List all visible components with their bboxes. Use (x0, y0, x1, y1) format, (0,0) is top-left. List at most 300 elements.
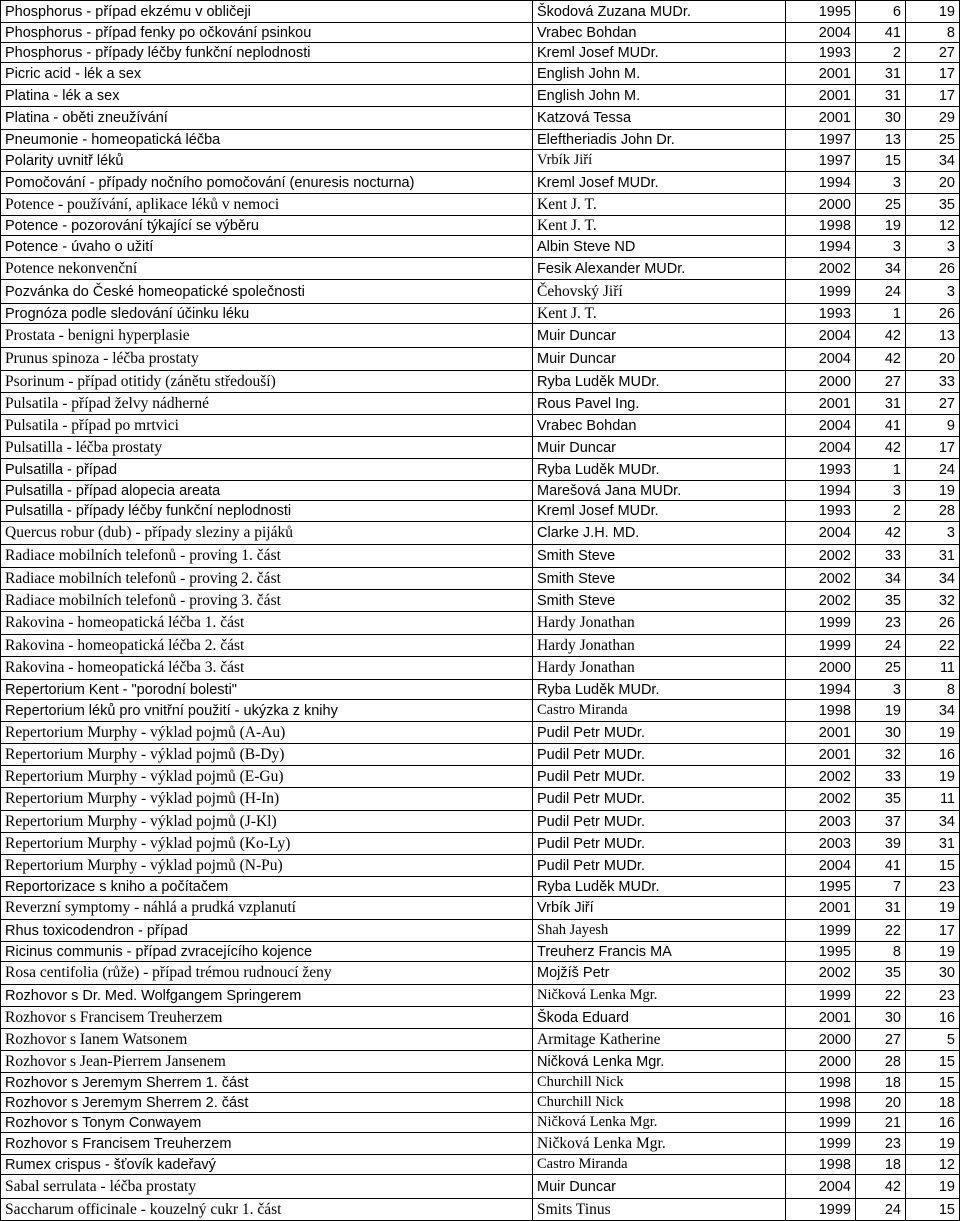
year-cell: 1997 (786, 150, 856, 172)
year-cell: 1994 (786, 172, 856, 194)
page-cell: 33 (906, 371, 960, 393)
year-cell: 1999 (786, 612, 856, 635)
year-cell: 1995 (786, 942, 856, 962)
issue-cell: 28 (856, 1051, 906, 1073)
page-cell: 15 (906, 1073, 960, 1093)
issue-cell: 22 (856, 920, 906, 942)
article-title-cell: Pulsatilla - případy léčby funkční neplodnosti (1, 501, 533, 522)
year-cell: 1998 (786, 1155, 856, 1175)
author-cell: Kent J. T. (533, 194, 786, 216)
year-cell: 2004 (786, 522, 856, 545)
issue-cell: 30 (856, 1007, 906, 1029)
page-cell: 19 (906, 942, 960, 962)
author-cell: Castro Miranda (533, 1155, 786, 1175)
table-row (1, 942, 960, 962)
page-cell: 17 (906, 920, 960, 942)
issue-cell: 13 (856, 130, 906, 150)
table-row (1, 172, 960, 194)
year-cell: 1994 (786, 481, 856, 501)
year-cell: 2001 (786, 107, 856, 130)
year-cell: 2001 (786, 63, 856, 85)
article-title-cell: Sabal serrulata - léčba prostaty (1, 1175, 533, 1199)
article-title-cell: Platina - oběti zneužívání (1, 107, 533, 130)
year-cell: 2004 (786, 23, 856, 43)
year-cell: 2000 (786, 1029, 856, 1051)
page-cell: 16 (906, 1007, 960, 1029)
page-cell: 26 (906, 612, 960, 635)
author-cell: Pudil Petr MUDr. (533, 766, 786, 788)
page-cell: 19 (906, 766, 960, 788)
year-cell: 2002 (786, 766, 856, 788)
author-cell: Škoda Eduard (533, 1007, 786, 1029)
issue-cell: 30 (856, 722, 906, 744)
table-row (1, 522, 960, 545)
author-cell: Kreml Josef MUDr. (533, 43, 786, 63)
author-cell: Albin Steve ND (533, 236, 786, 258)
author-cell: Churchill Nick (533, 1093, 786, 1113)
author-cell: Treuherz Francis MA (533, 942, 786, 962)
page-cell: 17 (906, 85, 960, 107)
author-cell: Ničková Lenka Mgr. (533, 1133, 786, 1155)
table-row (1, 107, 960, 130)
article-title-cell: Pulsatila - případ želvy nádherné (1, 393, 533, 415)
author-cell: Marešová Jana MUDr. (533, 481, 786, 501)
issue-cell: 41 (856, 415, 906, 437)
year-cell: 2002 (786, 545, 856, 568)
page-cell: 24 (906, 459, 960, 481)
table-row (1, 501, 960, 522)
year-cell: 1998 (786, 700, 856, 722)
author-cell: Hardy Jonathan (533, 612, 786, 635)
article-title-cell: Quercus robur (dub) - případy sleziny a pijáků (1, 522, 533, 545)
article-title-cell: Prognóza podle sledování účinku léku (1, 304, 533, 324)
year-cell: 2001 (786, 85, 856, 107)
issue-cell: 39 (856, 833, 906, 855)
author-cell: Pudil Petr MUDr. (533, 855, 786, 877)
author-cell: English John M. (533, 85, 786, 107)
author-cell: Pudil Petr MUDr. (533, 788, 786, 811)
issue-cell: 34 (856, 258, 906, 280)
article-title-cell: Rozhovor s Tonym Conwayem (1, 1113, 533, 1133)
year-cell: 1995 (786, 1, 856, 23)
issue-cell: 31 (856, 897, 906, 920)
page-cell: 19 (906, 722, 960, 744)
table-row (1, 877, 960, 897)
table-row (1, 194, 960, 216)
page-cell: 18 (906, 1093, 960, 1113)
page-cell: 12 (906, 1155, 960, 1175)
author-cell: Vrabec Bohdan (533, 23, 786, 43)
table-row (1, 415, 960, 437)
article-title-cell: Pulsatilla - případ (1, 459, 533, 481)
article-title-cell: Radiace mobilních telefonů - proving 1. část (1, 545, 533, 568)
page-cell: 11 (906, 788, 960, 811)
issue-cell: 42 (856, 1175, 906, 1199)
year-cell: 2002 (786, 788, 856, 811)
issue-cell: 30 (856, 107, 906, 130)
page-cell: 19 (906, 897, 960, 920)
author-cell: Smith Steve (533, 568, 786, 590)
page-cell: 28 (906, 501, 960, 522)
author-cell: Kent J. T. (533, 304, 786, 324)
issue-cell: 19 (856, 216, 906, 236)
article-title-cell: Potence - používání, aplikace léků v nemoci (1, 194, 533, 216)
author-cell: Rous Pavel Ing. (533, 393, 786, 415)
issue-cell: 31 (856, 85, 906, 107)
author-cell: Ryba Luděk MUDr. (533, 680, 786, 700)
year-cell: 2002 (786, 568, 856, 590)
table-row (1, 1175, 960, 1199)
issue-cell: 24 (856, 1199, 906, 1221)
page-cell: 3 (906, 280, 960, 304)
article-title-cell: Rozhovor s Francisem Treuherzem (1, 1007, 533, 1029)
author-cell: Pudil Petr MUDr. (533, 722, 786, 744)
article-title-cell: Rozhovor s Jeremym Sherrem 2. část (1, 1093, 533, 1113)
table-row (1, 150, 960, 172)
year-cell: 2004 (786, 324, 856, 348)
author-cell: Ničková Lenka Mgr. (533, 1051, 786, 1073)
year-cell: 1999 (786, 280, 856, 304)
page-cell: 31 (906, 833, 960, 855)
page-cell: 19 (906, 1175, 960, 1199)
article-title-cell: Rakovina - homeopatická léčba 2. část (1, 635, 533, 657)
table-row (1, 258, 960, 280)
article-title-cell: Pulsatilla - léčba prostaty (1, 437, 533, 459)
table-row (1, 371, 960, 393)
article-title-cell: Phosphorus - případy léčby funkční neplodnosti (1, 43, 533, 63)
article-title-cell: Rozhovor s Ianem Watsonem (1, 1029, 533, 1051)
author-cell: Ryba Luděk MUDr. (533, 371, 786, 393)
page-cell: 19 (906, 1133, 960, 1155)
year-cell: 2004 (786, 348, 856, 371)
page-cell: 29 (906, 107, 960, 130)
table-row (1, 43, 960, 63)
issue-cell: 2 (856, 43, 906, 63)
author-cell: Eleftheriadis John Dr. (533, 130, 786, 150)
author-cell: Vrbík Jiří (533, 150, 786, 172)
table-row (1, 324, 960, 348)
page-cell: 20 (906, 172, 960, 194)
issue-cell: 6 (856, 1, 906, 23)
page-cell: 17 (906, 437, 960, 459)
page-cell: 27 (906, 393, 960, 415)
table-row (1, 1073, 960, 1093)
table-row (1, 897, 960, 920)
page-cell: 34 (906, 811, 960, 833)
author-cell: Čehovský Jiří (533, 280, 786, 304)
issue-cell: 3 (856, 680, 906, 700)
table-row (1, 437, 960, 459)
year-cell: 2003 (786, 811, 856, 833)
issue-cell: 42 (856, 522, 906, 545)
table-row (1, 1007, 960, 1029)
article-title-cell: Pulsatila - případ po mrtvici (1, 415, 533, 437)
table-row (1, 612, 960, 635)
table-row (1, 1199, 960, 1221)
article-title-cell: Rozhovor s Dr. Med. Wolfgangem Springerem (1, 985, 533, 1007)
page-cell: 9 (906, 415, 960, 437)
issue-cell: 24 (856, 635, 906, 657)
table-row (1, 348, 960, 371)
issue-cell: 3 (856, 172, 906, 194)
table-row (1, 833, 960, 855)
issue-cell: 23 (856, 1133, 906, 1155)
table-row (1, 1029, 960, 1051)
table-row (1, 23, 960, 43)
author-cell: Katzová Tessa (533, 107, 786, 130)
author-cell: Pudil Petr MUDr. (533, 833, 786, 855)
page-cell: 25 (906, 130, 960, 150)
author-cell: Škodová Zuzana MUDr. (533, 1, 786, 23)
page-cell: 27 (906, 43, 960, 63)
year-cell: 2002 (786, 258, 856, 280)
issue-cell: 25 (856, 657, 906, 680)
year-cell: 2001 (786, 744, 856, 766)
table-row (1, 85, 960, 107)
article-title-cell: Radiace mobilních telefonů - proving 3. část (1, 590, 533, 612)
page-cell: 23 (906, 985, 960, 1007)
article-title-cell: Phosphorus - případ fenky po očkování psinkou (1, 23, 533, 43)
page-cell: 34 (906, 150, 960, 172)
table-row (1, 236, 960, 258)
article-title-cell: Repertorium Kent - "porodní bolesti" (1, 680, 533, 700)
issue-cell: 32 (856, 744, 906, 766)
author-cell: Muir Duncar (533, 437, 786, 459)
table-row (1, 680, 960, 700)
issue-cell: 42 (856, 324, 906, 348)
author-cell: Pudil Petr MUDr. (533, 811, 786, 833)
table-row (1, 481, 960, 501)
page-cell: 34 (906, 700, 960, 722)
author-cell: Clarke J.H. MD. (533, 522, 786, 545)
issue-cell: 7 (856, 877, 906, 897)
table-row (1, 635, 960, 657)
year-cell: 2004 (786, 437, 856, 459)
year-cell: 1999 (786, 985, 856, 1007)
issue-cell: 34 (856, 568, 906, 590)
page-cell: 15 (906, 855, 960, 877)
year-cell: 2000 (786, 371, 856, 393)
year-cell: 1999 (786, 1133, 856, 1155)
author-cell: Vrbík Jiří (533, 897, 786, 920)
page-cell: 11 (906, 657, 960, 680)
table-row (1, 788, 960, 811)
year-cell: 2001 (786, 897, 856, 920)
article-title-cell: Potence - úvaho o užití (1, 236, 533, 258)
issue-cell: 24 (856, 280, 906, 304)
author-cell: Smith Steve (533, 590, 786, 612)
page-cell: 26 (906, 304, 960, 324)
author-cell: Smith Steve (533, 545, 786, 568)
table-row (1, 1133, 960, 1155)
issue-cell: 41 (856, 23, 906, 43)
table-row (1, 1113, 960, 1133)
page-cell: 8 (906, 23, 960, 43)
issue-cell: 3 (856, 236, 906, 258)
articles-table-body (1, 1, 960, 1221)
issue-cell: 15 (856, 150, 906, 172)
issue-cell: 1 (856, 304, 906, 324)
page-cell: 34 (906, 568, 960, 590)
issue-cell: 21 (856, 1113, 906, 1133)
article-title-cell: Polarity uvnitř léků (1, 150, 533, 172)
table-row (1, 855, 960, 877)
article-title-cell: Repertorium Murphy - výklad pojmů (Ko-Ly) (1, 833, 533, 855)
page-cell: 3 (906, 236, 960, 258)
author-cell: Armitage Katherine (533, 1029, 786, 1051)
author-cell: Fesik Alexander MUDr. (533, 258, 786, 280)
table-row (1, 700, 960, 722)
issue-cell: 42 (856, 437, 906, 459)
issue-cell: 8 (856, 942, 906, 962)
table-row (1, 811, 960, 833)
year-cell: 2000 (786, 194, 856, 216)
issue-cell: 22 (856, 985, 906, 1007)
page-cell: 13 (906, 324, 960, 348)
year-cell: 1999 (786, 1199, 856, 1221)
issue-cell: 20 (856, 1093, 906, 1113)
issue-cell: 27 (856, 1029, 906, 1051)
article-title-cell: Rozhovor s Jean-Pierrem Jansenem (1, 1051, 533, 1073)
page-cell: 32 (906, 590, 960, 612)
issue-cell: 3 (856, 481, 906, 501)
table-row (1, 304, 960, 324)
issue-cell: 2 (856, 501, 906, 522)
author-cell: Muir Duncar (533, 324, 786, 348)
article-title-cell: Radiace mobilních telefonů - proving 2. část (1, 568, 533, 590)
page-cell: 15 (906, 1199, 960, 1221)
year-cell: 2002 (786, 590, 856, 612)
issue-cell: 23 (856, 612, 906, 635)
article-title-cell: Potence - pozorování týkající se výběru (1, 216, 533, 236)
article-title-cell: Repertorium Murphy - výklad pojmů (B-Dy) (1, 744, 533, 766)
issue-cell: 18 (856, 1155, 906, 1175)
author-cell: Vrabec Bohdan (533, 415, 786, 437)
table-row (1, 1, 960, 23)
article-title-cell: Saccharum officinale - kouzelný cukr 1. část (1, 1199, 533, 1221)
page-cell: 23 (906, 877, 960, 897)
author-cell: Muir Duncar (533, 1175, 786, 1199)
article-title-cell: Potence nekonvenční (1, 258, 533, 280)
issue-cell: 35 (856, 788, 906, 811)
issue-cell: 35 (856, 962, 906, 985)
author-cell: Kent J. T. (533, 216, 786, 236)
year-cell: 1997 (786, 130, 856, 150)
author-cell: Kreml Josef MUDr. (533, 172, 786, 194)
issue-cell: 18 (856, 1073, 906, 1093)
year-cell: 2001 (786, 1007, 856, 1029)
table-row (1, 744, 960, 766)
article-title-cell: Repertorium léků pro vnitřní použití - ukýzka z knihy (1, 700, 533, 722)
year-cell: 2001 (786, 393, 856, 415)
year-cell: 1999 (786, 1113, 856, 1133)
table-row (1, 1093, 960, 1113)
year-cell: 1993 (786, 459, 856, 481)
issue-cell: 31 (856, 63, 906, 85)
table-row (1, 1155, 960, 1175)
author-cell: Castro Miranda (533, 700, 786, 722)
page-cell: 15 (906, 1051, 960, 1073)
page-cell: 17 (906, 63, 960, 85)
year-cell: 2004 (786, 1175, 856, 1199)
year-cell: 1993 (786, 43, 856, 63)
year-cell: 1993 (786, 501, 856, 522)
article-title-cell: Prunus spinoza - léčba prostaty (1, 348, 533, 371)
author-cell: Shah Jayesh (533, 920, 786, 942)
article-title-cell: Rakovina - homeopatická léčba 3. část (1, 657, 533, 680)
article-title-cell: Ricinus communis - případ zvracejícího kojence (1, 942, 533, 962)
article-title-cell: Reverzní symptomy - náhlá a prudká vzplanutí (1, 897, 533, 920)
year-cell: 2001 (786, 722, 856, 744)
issue-cell: 33 (856, 545, 906, 568)
year-cell: 1994 (786, 236, 856, 258)
table-row (1, 1051, 960, 1073)
article-title-cell: Rumex crispus - šťovík kadeřavý (1, 1155, 533, 1175)
article-title-cell: Pulsatilla - případ alopecia areata (1, 481, 533, 501)
table-row (1, 459, 960, 481)
author-cell: Pudil Petr MUDr. (533, 744, 786, 766)
article-title-cell: Repertorium Murphy - výklad pojmů (E-Gu) (1, 766, 533, 788)
article-title-cell: Repertorium Murphy - výklad pojmů (N-Pu) (1, 855, 533, 877)
issue-cell: 37 (856, 811, 906, 833)
page-cell: 19 (906, 481, 960, 501)
article-title-cell: Repertorium Murphy - výklad pojmů (A-Au) (1, 722, 533, 744)
issue-cell: 33 (856, 766, 906, 788)
author-cell: Smits Tinus (533, 1199, 786, 1221)
article-title-cell: Repertorium Murphy - výklad pojmů (H-In) (1, 788, 533, 811)
page-cell: 12 (906, 216, 960, 236)
article-title-cell: Repertorium Murphy - výklad pojmů (J-Kl) (1, 811, 533, 833)
issue-cell: 35 (856, 590, 906, 612)
table-row (1, 568, 960, 590)
article-title-cell: Rozhovor s Jeremym Sherrem 1. část (1, 1073, 533, 1093)
table-row (1, 722, 960, 744)
issue-cell: 25 (856, 194, 906, 216)
year-cell: 1994 (786, 680, 856, 700)
year-cell: 1993 (786, 304, 856, 324)
article-title-cell: Rakovina - homeopatická léčba 1. část (1, 612, 533, 635)
author-cell: Churchill Nick (533, 1073, 786, 1093)
article-title-cell: Picric acid - lék a sex (1, 63, 533, 85)
article-title-cell: Rozhovor s Francisem Treuherzem (1, 1133, 533, 1155)
page-cell: 5 (906, 1029, 960, 1051)
year-cell: 2004 (786, 415, 856, 437)
author-cell: Ryba Luděk MUDr. (533, 459, 786, 481)
year-cell: 2000 (786, 1051, 856, 1073)
author-cell: Hardy Jonathan (533, 635, 786, 657)
author-cell: English John M. (533, 63, 786, 85)
year-cell: 2002 (786, 962, 856, 985)
author-cell: Hardy Jonathan (533, 657, 786, 680)
year-cell: 1998 (786, 216, 856, 236)
page-cell: 16 (906, 1113, 960, 1133)
article-title-cell: Pneumonie - homeopatická léčba (1, 130, 533, 150)
issue-cell: 27 (856, 371, 906, 393)
year-cell: 1999 (786, 635, 856, 657)
author-cell: Muir Duncar (533, 348, 786, 371)
author-cell: Ničková Lenka Mgr. (533, 1113, 786, 1133)
table-row (1, 962, 960, 985)
table-row (1, 590, 960, 612)
table-row (1, 63, 960, 85)
page-cell: 20 (906, 348, 960, 371)
article-title-cell: Rhus toxicodendron - případ (1, 920, 533, 942)
author-cell: Mojžíš Petr (533, 962, 786, 985)
page-cell: 35 (906, 194, 960, 216)
year-cell: 1999 (786, 920, 856, 942)
page-cell: 22 (906, 635, 960, 657)
page-cell: 31 (906, 545, 960, 568)
